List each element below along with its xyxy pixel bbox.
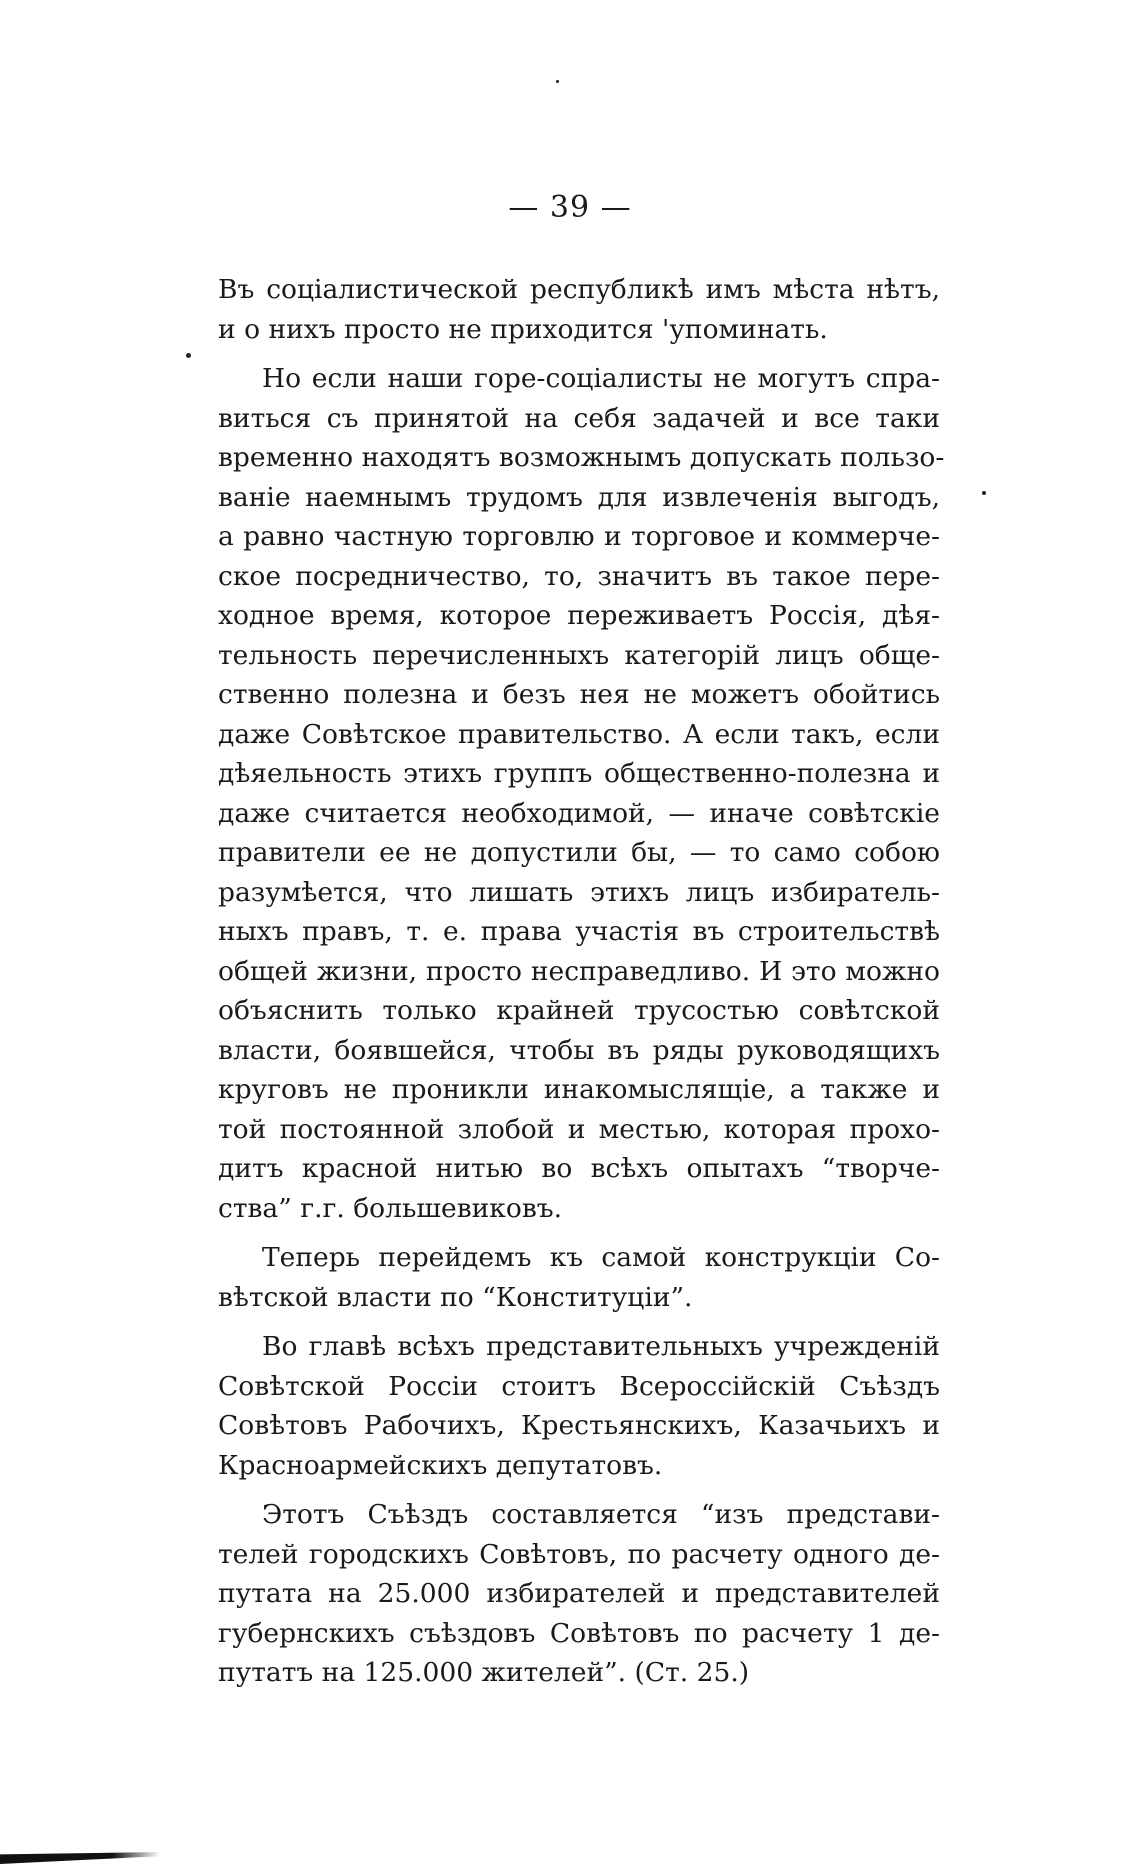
paragraph xyxy=(218,1327,940,1485)
text-line: вѣтской власти по “Конституціи”. xyxy=(218,1281,693,1313)
scan-speck-top xyxy=(556,80,559,83)
text-line: дѣяельность этихъ группъ общественно-полезна и xyxy=(218,758,940,789)
text-line: Совѣтовъ Рабочихъ, Крестьянскихъ, Казачьихъ и xyxy=(218,1410,940,1441)
text-line: путатъ на 125.000 жителей”. (Ст. 25.) xyxy=(218,1657,750,1688)
text-line: Во главѣ всѣхъ представительныхъ учрежденій xyxy=(262,1331,940,1362)
body-text xyxy=(218,270,945,1693)
scan-edge-mark xyxy=(0,1852,160,1864)
scan-speck-left xyxy=(186,353,191,358)
text-line: Красноармейскихъ депутатовъ. xyxy=(218,1449,663,1481)
text-line: путата на 25.000 избирателей и представителей xyxy=(218,1578,940,1609)
scan-speck-right xyxy=(982,491,986,495)
text-line: ственно полезна и безъ нея не можетъ обойтись xyxy=(218,679,940,710)
text-line: дитъ красной нитью во всѣхъ опытахъ “творче- xyxy=(218,1153,940,1184)
text-line: ходное время, которое переживаетъ Россія, дѣя- xyxy=(218,600,940,631)
text-line: Совѣтской Россіи стоитъ Всероссійскій Съѣздъ xyxy=(218,1370,940,1402)
text-line: ства” г.г. большевиковъ. xyxy=(218,1192,563,1224)
text-line: даже считается необходимой, — иначе совѣтскіе xyxy=(218,797,940,829)
text-line: ныхъ правъ, т. е. права участія въ строительствѣ xyxy=(218,916,940,947)
text-line: ское посредничество, то, значитъ въ такое пере- xyxy=(218,560,940,592)
text-line: объяснить только крайней трусостью совѣтской xyxy=(218,995,940,1026)
text-line: и о нихъ просто не приходится 'упоминать. xyxy=(218,313,828,345)
text-line: виться съ принятой на себя задачей и все таки xyxy=(218,402,940,434)
text-line: временно находятъ возможнымъ допускать пользо- xyxy=(218,442,945,473)
text-line: Но если наши горе-соціалисты не могутъ спра- xyxy=(262,363,940,394)
text-line: Теперь перейдемъ къ самой конструкціи Со- xyxy=(262,1242,940,1273)
paragraph xyxy=(218,1238,940,1317)
text-line: общей жизни, просто несправедливо. И это можно xyxy=(218,955,940,987)
page-number: — 39 — xyxy=(508,190,632,225)
paragraph xyxy=(218,1495,940,1693)
text-line: власти, боявшейся, чтобы въ ряды руководящихъ xyxy=(218,1034,940,1066)
paragraph xyxy=(218,359,945,1228)
text-line: ваніе наемнымъ трудомъ для извлеченія выгодъ, xyxy=(218,481,940,513)
text-line: даже Совѣтское правительство. А если такъ, если xyxy=(218,718,940,750)
text-line: а равно частную торговлю и торговое и коммерче- xyxy=(218,521,940,552)
text-line: той постоянной злобой и местью, которая прохо- xyxy=(218,1113,940,1145)
text-line: губернскихъ съѣздовъ Совѣтовъ по расчету 1 де- xyxy=(218,1617,940,1649)
text-line: тельность перечисленныхъ категорій лицъ обще- xyxy=(218,639,940,671)
text-line: Этотъ Съѣздъ составляется “изъ представи- xyxy=(262,1499,940,1530)
text-line: Въ соціалистической республикѣ имъ мѣста нѣтъ, xyxy=(218,274,940,305)
paragraph xyxy=(218,270,940,349)
text-line: круговъ не проникли инакомыслящіе, а также и xyxy=(218,1074,940,1105)
text-line: правители ее не допустили бы, — то само собою xyxy=(218,837,940,868)
text-line: телей городскихъ Совѣтовъ, по расчету одного де- xyxy=(218,1538,940,1570)
text-line: разумѣется, что лишать этихъ лицъ избиратель- xyxy=(218,876,940,908)
